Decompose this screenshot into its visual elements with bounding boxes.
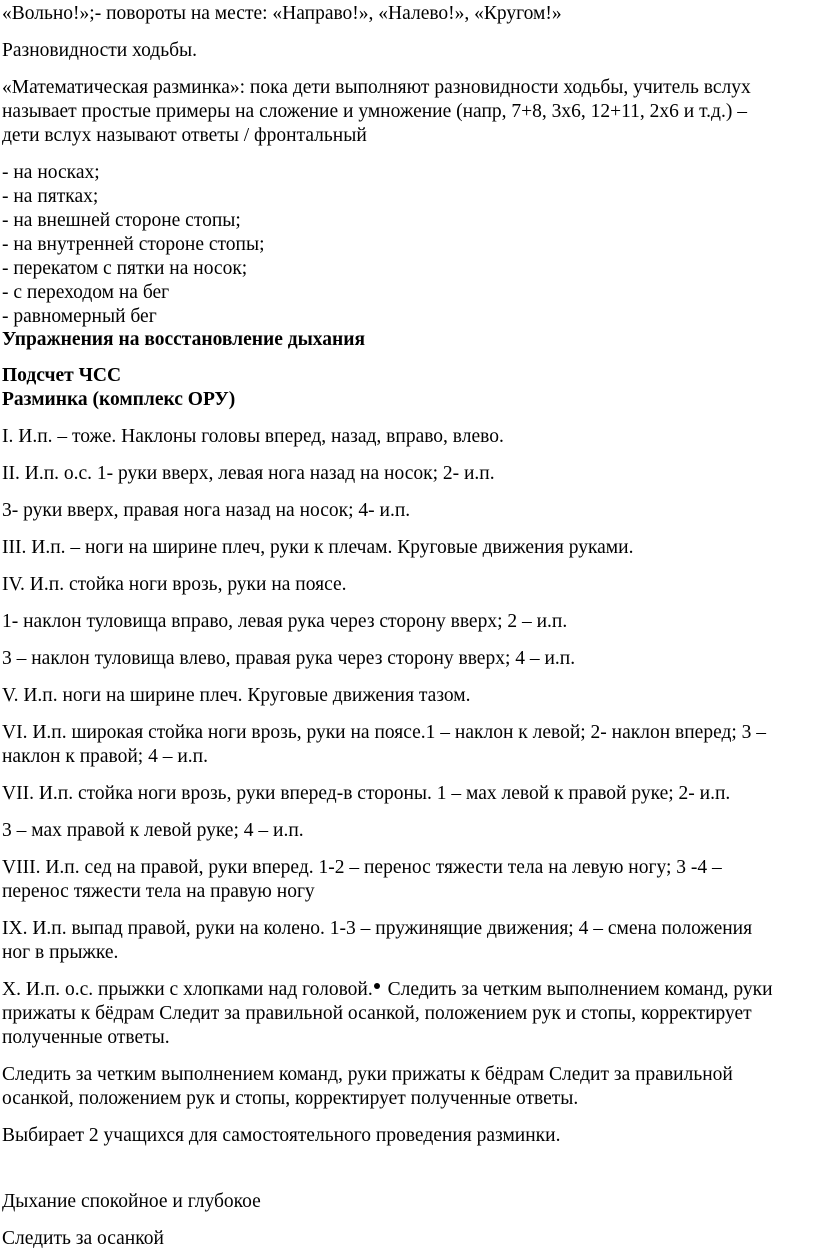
exercise-10-text: X. И.п. о.с. прыжки с хлопками над головой.	[2, 979, 373, 1000]
exercise-5: V. И.п. ноги на ширине плеч. Круговые движения тазом.	[2, 685, 471, 706]
exercise-8-line-1: VIII. И.п. сед на правой, руки вперед. 1-2 – перенос тяжести тела на левую ногу; 3 -4 –	[2, 857, 722, 878]
warmup-heading: Разминка (комплекс ОРУ)	[2, 389, 236, 410]
exercise-7: VII. И.п. стойка ноги врозь, руки вперед-в стороны. 1 – мах левой к правой руке; 2- и.п.	[2, 783, 731, 804]
math-warmup-line-2: называет простые примеры на сложение и умножение (напр, 7+8, 3х6, 12+11, 2х6 и т.д.) –	[2, 101, 747, 122]
breathing-note: Дыхание спокойное и глубокое	[2, 1191, 261, 1212]
student-selection: Выбирает 2 учащихся для самостоятельного проведения разминки.	[2, 1125, 561, 1146]
list-item: - на пятках;	[2, 186, 99, 207]
list-item: - на внешней стороне стопы;	[2, 210, 241, 231]
exercise-4: IV. И.п. стойка ноги врозь, руки на поясе.	[2, 574, 347, 595]
walking-types-heading: Разновидности ходьбы.	[2, 40, 198, 61]
exercise-1: I. И.п. – тоже. Наклоны головы вперед, назад, вправо, влево.	[2, 426, 504, 447]
exercise-10-line-1	[2, 978, 773, 1002]
exercise-7-cont: 3 – мах правой к левой руке; 4 – и.п.	[2, 820, 304, 841]
control-note-line-2: осанкой, положением рук и стопы, корректирует полученные ответы.	[2, 1088, 579, 1109]
exercise-4-step-3: 3 – наклон туловища влево, правая рука через сторону вверх; 4 – и.п.	[2, 648, 576, 669]
exercise-10-note: Следить за четким выполнением команд, руки	[382, 979, 773, 1000]
exercise-9-line-2: ног в прыжке.	[2, 942, 119, 963]
hr-count-heading: Подсчет ЧСС	[2, 365, 122, 386]
list-item: - равномерный бег	[2, 306, 157, 327]
exercise-2: II. И.п. о.с. 1- руки вверх, левая нога назад на носок; 2- и.п.	[2, 463, 495, 484]
math-warmup-line-1: «Математическая разминка»: пока дети выполняют разновидности ходьбы, учитель вслух	[2, 77, 751, 98]
exercise-10-line-2: прижаты к бёдрам Следит за правильной осанкой, положением рук и стопы, корректирует	[2, 1003, 752, 1024]
exercise-9-line-1: IX. И.п. выпад правой, руки на колено. 1-3 – пружинящие движения; 4 – смена положения	[2, 918, 753, 939]
list-item: - перекатом с пятки на носок;	[2, 258, 248, 279]
exercise-2-cont: 3- руки вверх, правая нога назад на носок; 4- и.п.	[2, 500, 411, 521]
control-note-line-1: Следить за четким выполнением команд, руки прижаты к бёдрам Следит за правильной	[2, 1064, 733, 1085]
exercise-6-line-1: VI. И.п. широкая стойка ноги врозь, руки на поясе.1 – наклон к левой; 2- наклон вперед; 3 –	[2, 722, 767, 743]
list-item: - на внутренней стороне стопы;	[2, 234, 265, 255]
list-item: - на носках;	[2, 162, 100, 183]
list-item: - с переходом на бег	[2, 282, 170, 303]
commands-line: «Вольно!»;- повороты на месте: «Направо!», «Налево!», «Кругом!»	[2, 3, 562, 24]
bullet-icon	[374, 983, 380, 989]
breathing-heading: Упражнения на восстановление дыхания	[2, 329, 366, 350]
posture-note: Следить за осанкой	[2, 1228, 164, 1249]
exercise-4-step-1: 1- наклон туловища вправо, левая рука через сторону вверх; 2 – и.п.	[2, 611, 568, 632]
exercise-6-line-2: наклон к правой; 4 – и.п.	[2, 746, 208, 767]
exercise-10-line-3: полученные ответы.	[2, 1027, 170, 1048]
exercise-8-line-2: перенос тяжести тела на правую ногу	[2, 881, 315, 902]
exercise-3: III. И.п. – ноги на ширине плеч, руки к плечам. Круговые движения руками.	[2, 537, 634, 558]
math-warmup-line-3: дети вслух называют ответы / фронтальный	[2, 125, 367, 146]
